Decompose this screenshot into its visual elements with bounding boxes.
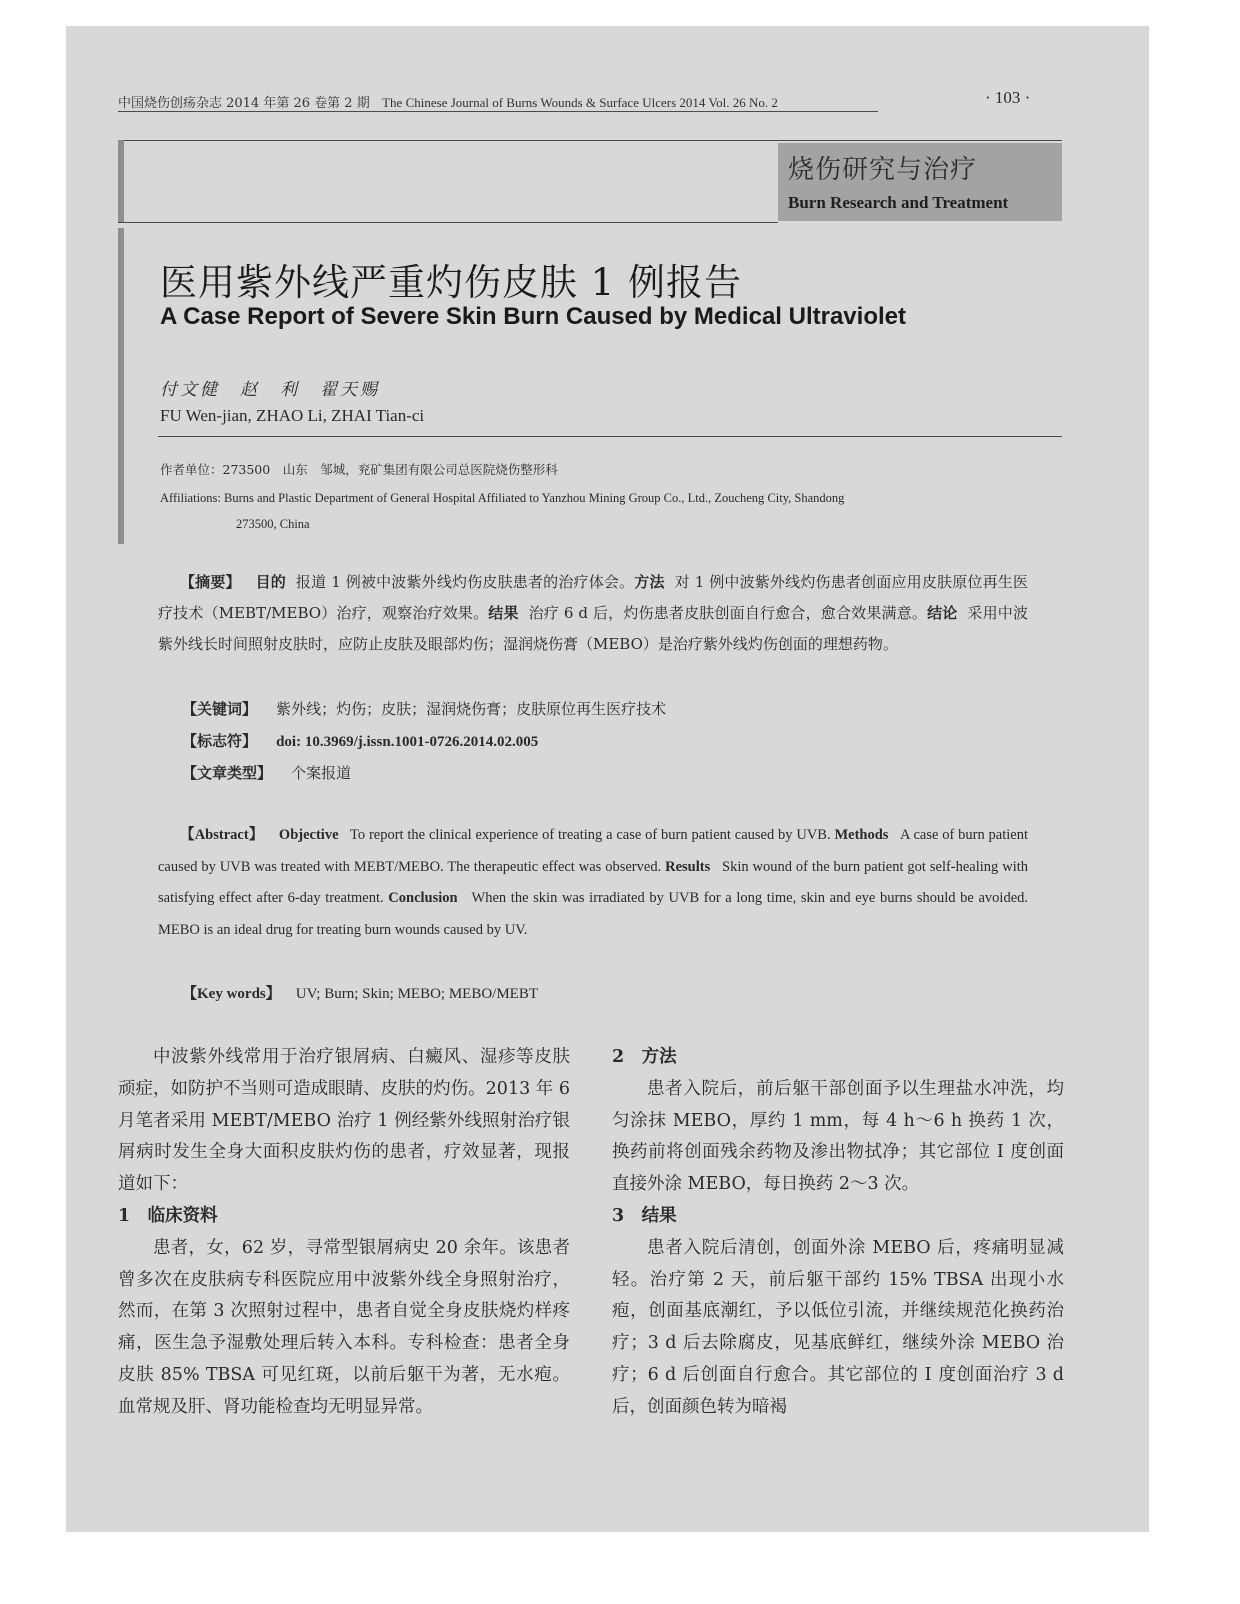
keywords-en-text: UV; Burn; Skin; MEBO; MEBO/MEBT	[295, 986, 538, 1002]
methods-text-en: A case of burn patient caused by UVB was treated with MEBT/MEBO. The therapeutic effect was observed.	[158, 827, 1029, 875]
section-2-paragraph: 患者入院后，前后躯干部创面予以生理盐水冲洗，均匀涂抹 MEBO，厚约 1 mm，每 4 h～6 h 换药 1 次，换药前将创面残余药物及渗出物拭净；其它部位 Ⅰ 度创面直接外涂 MEBO，每日换药 2～3 次。	[612, 1078, 1064, 1195]
methods-text-zh: 对 1 例中波紫外线灼伤患者创面应用皮肤原位再生医疗技术（MEBT/MEBO）治疗，观察治疗效果。	[158, 573, 1028, 622]
left-accent-bar-top	[118, 140, 124, 222]
affiliation-en-line1: Affiliations: Burns and Plastic Department of General Hospital Affiliated to Yanzhou Mining Group Co., Ltd., Zoucheng City, Shandong	[160, 491, 845, 505]
running-head	[118, 92, 778, 111]
results-text-zh: 治疗 6 d 后，灼伤患者皮肤创面自行愈合，愈合效果满意。	[528, 604, 928, 622]
title-en: A Case Report of Severe Skin Burn Caused by Medical Ultraviolet	[160, 303, 906, 330]
abstract-zh-label: 【摘要】	[180, 573, 241, 591]
title-zh: 医用紫外线严重灼伤皮肤 1 例报告	[160, 261, 743, 304]
conclusion-label-en: Conclusion	[388, 890, 458, 906]
keywords-en-label: 【Key words】	[182, 986, 281, 1002]
conclusion-text-en: When the skin was irradiated by UVB for a long time, skin and eye burns should be avoided. MEBO is an ideal drug for treating burn wounds caused by UV.	[158, 890, 1029, 938]
doi-label: 【标志符】	[182, 732, 258, 750]
article-type-line	[182, 762, 351, 783]
running-head-rule	[118, 111, 878, 112]
intro-paragraph: 中波紫外线常用于治疗银屑病、白癜风、湿疹等皮肤顽症，如防护不当则可造成眼睛、皮肤的灼伤。2013 年 6 月笔者采用 MEBT/MEBO 治疗 1 例经紫外线照射治疗银屑病时发生全身大面积皮肤灼伤的患者，疗效显著，现报道如下：	[118, 1047, 570, 1195]
body-column-right	[612, 1042, 1064, 1424]
keywords-zh-label: 【关键词】	[182, 700, 258, 718]
section-label-zh: 烧伤研究与治疗	[788, 155, 978, 185]
top-rule	[118, 140, 1062, 141]
section-heading-2: 2 方法	[612, 1047, 677, 1067]
objective-label-en: Objective	[278, 827, 339, 843]
objective-text-zh: 报道 1 例被中波紫外线灼伤皮肤患者的治疗体会。	[295, 573, 635, 591]
authors-zh: 付文健 赵 利 翟天赐	[160, 380, 380, 400]
article-type-label: 【文章类型】	[182, 764, 273, 782]
running-head-zh: 中国烧伤创疡杂志 2014 年第 26 卷第 2 期	[118, 96, 370, 111]
conclusion-label-zh: 结论	[927, 604, 958, 622]
article-type-text: 个案报道	[291, 764, 352, 782]
results-label-en: Results	[665, 858, 711, 875]
abstract-en	[158, 820, 1028, 946]
section-label-box	[778, 143, 1062, 221]
abstract-en-label: 【Abstract】	[180, 827, 264, 843]
keywords-en-line	[182, 982, 538, 1003]
page-number: · 103 ·	[985, 88, 1031, 107]
results-text-en: Skin wound of the burn patient got self-healing with satisfying effect after 6-day treatment.	[158, 858, 1029, 906]
affiliation-en-line2: 273500, China	[236, 517, 310, 531]
conclusion-text-zh: 采用中波紫外线长时间照射皮肤时，应防止皮肤及眼部灼伤；湿润烧伤膏（MEBO）是治疗紫外线灼伤创面的理想药物。	[158, 604, 1028, 653]
results-label-zh: 结果	[488, 604, 519, 622]
keywords-zh-line	[182, 698, 666, 719]
running-head-en: The Chinese Journal of Burns Wounds & Surface Ulcers 2014 Vol. 26 No. 2	[382, 95, 778, 110]
keywords-zh-text: 紫外线；灼伤；皮肤；湿润烧伤膏；皮肤原位再生医疗技术	[276, 700, 667, 718]
doi-text: doi: 10.3969/j.issn.1001-0726.2014.02.005	[276, 734, 539, 750]
objective-text-en: To report the clinical experience of treating a case of burn patient caused by UVB.	[350, 827, 831, 843]
authors-rule	[158, 436, 1062, 437]
section-3-paragraph: 患者入院后清创，创面外涂 MEBO 后，疼痛明显减轻。治疗第 2 天，前后躯干部约 15% TBSA 出现小水疱，创面基底潮红，予以低位引流，并继续规范化换药治疗；3 d 后去除腐皮，见基底鲜红，继续外涂 MEBO 治疗；6 d 后创面自行愈合。其它部位的 Ⅰ 度创面治疗 3 d 后，创面颜色转为暗褐	[612, 1237, 1064, 1417]
methods-label-en: Methods	[834, 827, 889, 843]
section-heading-1: 1 临床资料	[118, 1205, 218, 1226]
methods-label-zh: 方法	[634, 573, 665, 591]
authors-en: FU Wen-jian, ZHAO Li, ZHAI Tian-ci	[160, 406, 425, 425]
doi-line	[182, 730, 538, 751]
section-heading-3: 3 结果	[612, 1205, 677, 1226]
section-1-paragraph: 患者，女，62 岁，寻常型银屑病史 20 余年。该患者曾多次在皮肤病专科医院应用中波紫外线全身照射治疗，然而，在第 3 次照射过程中，患者自觉全身皮肤烧灼样疼痛，医生急予湿敷处理后转入本科。专科检查：患者全身皮肤 85% TBSA 可见红斑，以前后躯干为著，无水疱。血常规及肝、肾功能检查均无明显异常。	[118, 1237, 570, 1417]
objective-label-zh: 目的	[255, 573, 286, 591]
left-accent-bar-main	[118, 228, 124, 544]
affiliation-zh: 作者单位：273500 山东 邹城，兖矿集团有限公司总医院烧伤整形科	[160, 462, 558, 477]
affiliation-en	[160, 485, 1025, 537]
body-column-left	[118, 1042, 570, 1424]
section-rule	[118, 222, 778, 223]
section-label-en: Burn Research and Treatment	[788, 193, 1009, 212]
abstract-zh	[158, 567, 1028, 660]
